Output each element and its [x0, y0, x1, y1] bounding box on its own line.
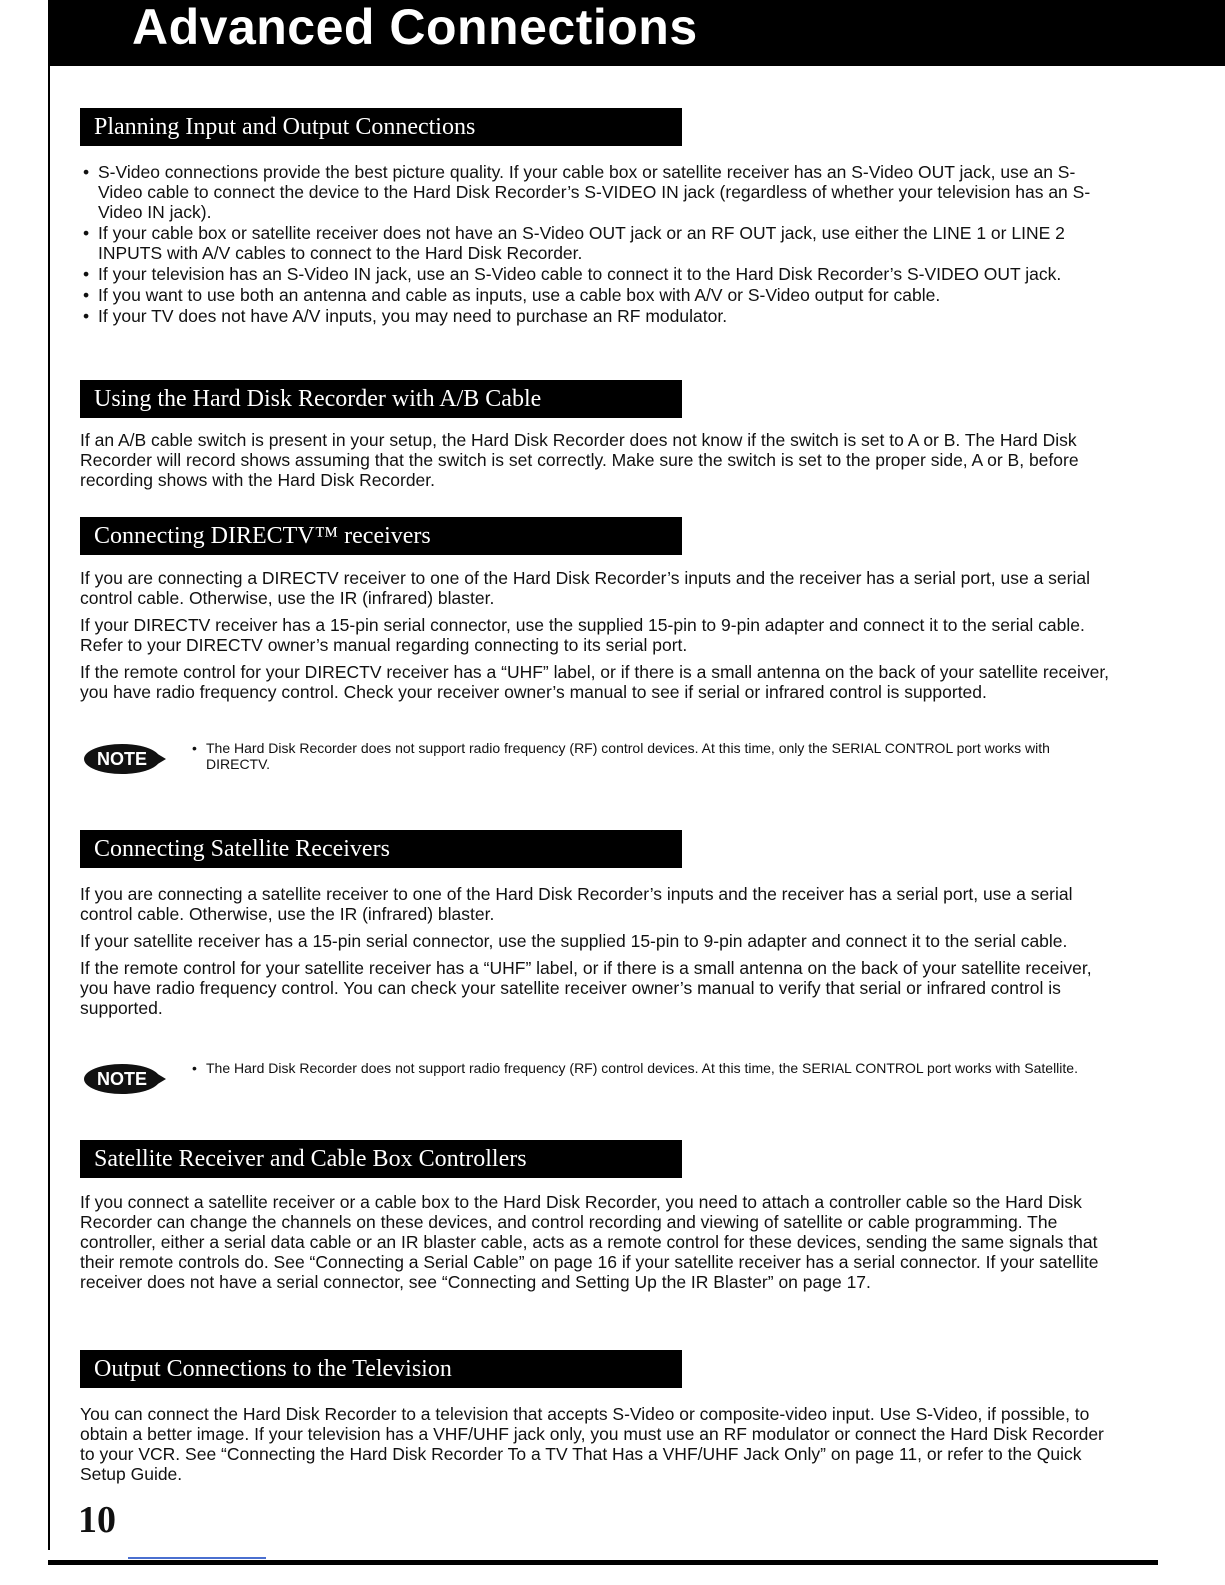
bullet-item: • S-Video connections provide the best picture quality. If your cable box or satellite receiver has an S-Video OUT jack, use an S-Video cable to connect the device to the Hard Disk Recorder’s S-VIDEO IN jack (regardless of whether your television has an S-Video IN jack).: [80, 162, 1110, 222]
paragraph: If you connect a satellite receiver or a cable box to the Hard Disk Recorder, you need to attach a controller cable so the Hard Disk Recorder can change the channels on these devices, and control recording and viewing of satellite or cable programming. The controller, either a serial data cable or an IR blaster cable, acts as a remote control for these devices, sending the same signals that their remote controls do. See “Connecting a Serial Cable” on page 16 if your satellite receiver has a serial connector. If your satellite receiver does not have a serial connector, see “Connecting and Setting Up the IR Blaster” on page 17.: [80, 1192, 1099, 1292]
section-header-ab-cable: Using the Hard Disk Recorder with A/B Cable: [80, 380, 682, 418]
paragraph: If you are connecting a DIRECTV receiver to one of the Hard Disk Recorder’s inputs and the receiver has a serial port, use a serial control cable. Otherwise, use the IR (infrared) blaster.: [80, 568, 1090, 608]
section-body-ab-cable: [80, 430, 1110, 497]
section-body-output: [80, 1404, 1110, 1491]
note-text: • The Hard Disk Recorder does not support radio frequency (RF) control devices. At this time, only the SERIAL CONTROL port works with DIRECTV.: [192, 740, 1116, 772]
paragraph: If you are connecting a satellite receiver to one of the Hard Disk Recorder’s inputs and the receiver has a serial port, use a serial control cable. Otherwise, use the IR (infrared) blaster.: [80, 884, 1073, 924]
section-body-directv: [80, 568, 1110, 709]
paragraph: If your DIRECTV receiver has a 15-pin serial connector, use the supplied 15-pin to 9-pin adapter and connect it to the serial cable. Refer to your DIRECTV owner’s manual regarding connecting to its serial port.: [80, 615, 1085, 655]
page-number: 10: [78, 1499, 116, 1541]
note-text: • The Hard Disk Recorder does not support radio frequency (RF) control devices. At this time, the SERIAL CONTROL port works with Satellite.: [192, 1060, 1116, 1076]
paragraph: If your satellite receiver has a 15-pin serial connector, use the supplied 15-pin to 9-pin adapter and connect it to the serial cable.: [80, 931, 1068, 951]
bullet-item: • If your television has an S-Video IN jack, use an S-Video cable to connect it to the Hard Disk Recorder’s S-VIDEO OUT jack.: [80, 264, 1110, 284]
bottom-rule: [48, 1560, 1158, 1565]
left-margin-rule: [48, 60, 50, 1550]
section-body-satellite: [80, 884, 1110, 1025]
section-header-output: Output Connections to the Television: [80, 1350, 682, 1388]
section-header-satellite: Connecting Satellite Receivers: [80, 830, 682, 868]
section-body-controllers: [80, 1192, 1110, 1299]
note-badge-icon: NOTE: [84, 744, 160, 774]
bullet-item: • If your TV does not have A/V inputs, you may need to purchase an RF modulator.: [80, 306, 1110, 326]
section-header-directv: Connecting DIRECTV™ receivers: [80, 517, 682, 555]
paragraph: If the remote control for your DIRECTV receiver has a “UHF” label, or if there is a small antenna on the back of your satellite receiver, you have radio frequency control. Check your receiver owner’s manual to see if serial or infrared control is supported.: [80, 662, 1110, 702]
note-badge-icon: NOTE: [84, 1064, 160, 1094]
paragraph: If the remote control for your satellite receiver has a “UHF” label, or if there is a small antenna on the back of your satellite receiver, you have radio frequency control. You can check your satellite receiver owner’s manual to verify that serial or infrared control is supported.: [80, 958, 1092, 1018]
section-header-controllers: Satellite Receiver and Cable Box Controllers: [80, 1140, 682, 1178]
bottom-accent-line: [128, 1557, 266, 1559]
title-bar: [48, 0, 1225, 66]
note-directv: [80, 740, 1110, 790]
section-header-planning: Planning Input and Output Connections: [80, 108, 682, 146]
paragraph: If an A/B cable switch is present in your setup, the Hard Disk Recorder does not know if the switch is set to A or B. The Hard Disk Recorder will record shows assuming that the switch is set correctly. Make sure the switch is set to the proper side, A or B, before recording shows with the Hard Disk Recorder.: [80, 430, 1079, 490]
paragraph: You can connect the Hard Disk Recorder to a television that accepts S-Video or composite-video input. Use S-Video, if possible, to obtain a better image. If your television has a VHF/UHF jack only, you must use an RF modulator or connect the Hard Disk Recorder to your VCR. See “Connecting the Hard Disk Recorder To a TV That Has a VHF/UHF Jack Only” on page 11, or refer to the Quick Setup Guide.: [80, 1404, 1104, 1484]
bullet-item: • If your cable box or satellite receiver does not have an S-Video OUT jack or an RF OUT jack, use either the LINE 1 or LINE 2 INPUTS with A/V cables to connect to the Hard Disk Recorder.: [80, 223, 1110, 263]
bullet-list: [80, 162, 1110, 326]
note-satellite: [80, 1060, 1110, 1110]
section-body-planning: [80, 162, 1110, 327]
page-title: Advanced Connections: [132, 0, 698, 55]
bullet-item: • If you want to use both an antenna and cable as inputs, use a cable box with A/V or S-Video output for cable.: [80, 285, 1110, 305]
